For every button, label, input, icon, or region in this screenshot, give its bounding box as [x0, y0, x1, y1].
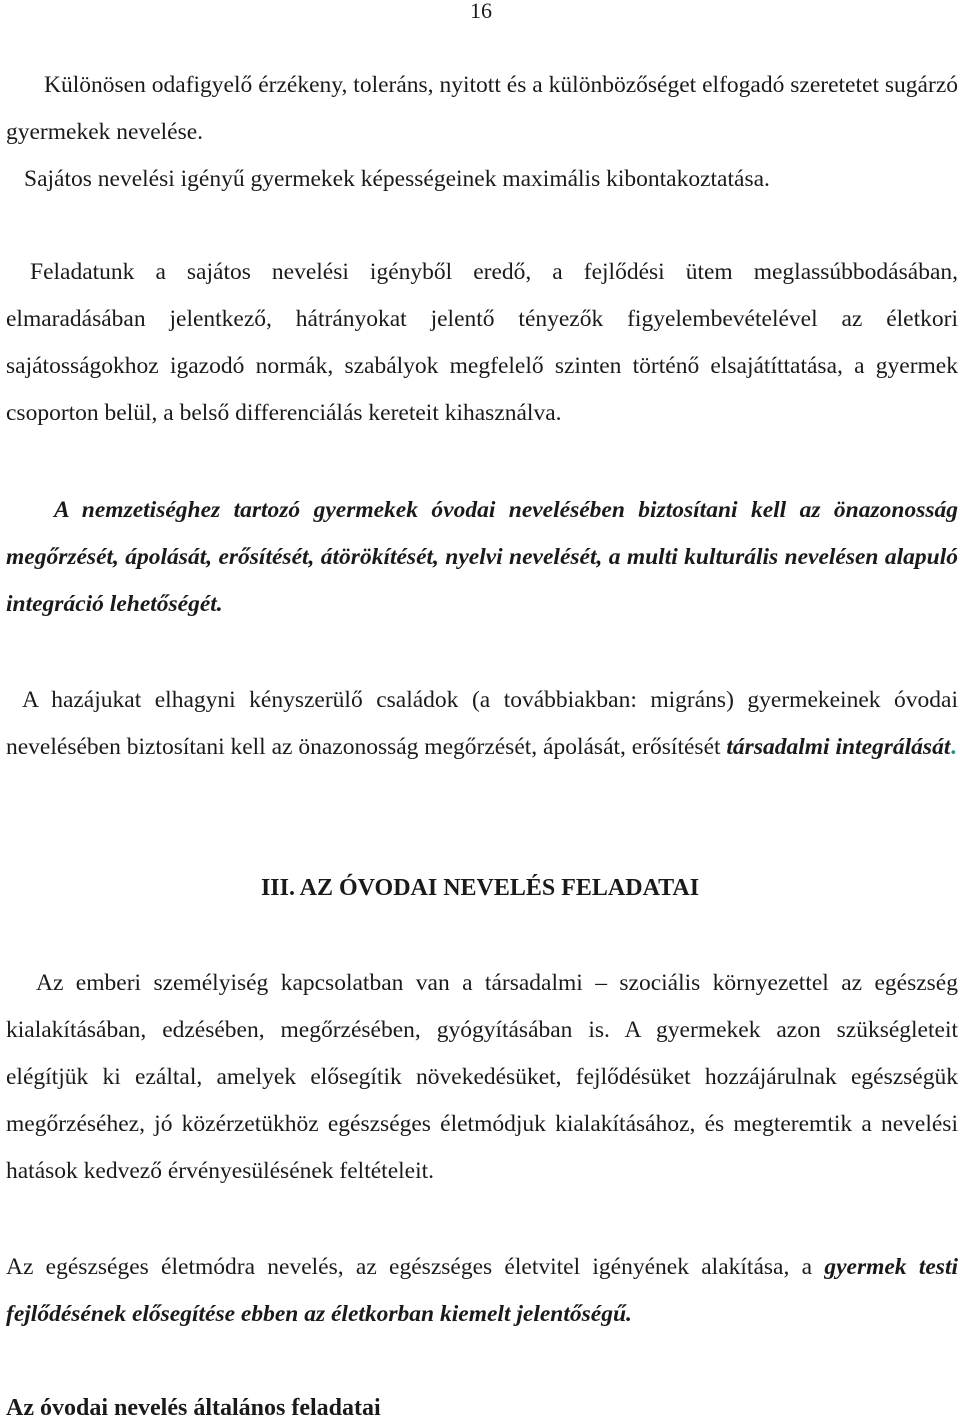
paragraph-healthy-lifestyle-text: Az egészséges életmódra nevelés, az egészséges életvitel igényének alakítása, a: [6, 1254, 813, 1280]
paragraph-special-needs-text: Sajátos nevelési igényű gyermekek képességeinek maximális kibontakoztatása.: [24, 166, 770, 192]
paragraph-tolerance-text: Különösen odafigyelő érzékeny, toleráns, nyitott és a különbözőséget elfogadó szeretetet sugárzó gyermekek nevelése.: [6, 72, 958, 145]
paragraph-migrant-emphasis: társadalmi integrálását: [726, 734, 951, 760]
paragraph-special-needs: [6, 156, 958, 203]
paragraph-migrant-text: A hazájukat elhagyni kényszerülő családok (a továbbiakban: migráns) gyermekeinek óvodai nevelésében biztosítani kell az önazonosság megőrzését, ápolását, erősítését: [6, 687, 958, 760]
subsection-heading: Az óvodai nevelés általános feladatai: [6, 1395, 381, 1421]
section-heading: III. AZ ÓVODAI NEVELÉS FELADATAI: [260, 875, 700, 901]
paragraph-tasks: [6, 249, 958, 437]
paragraph-migrant-end: .: [950, 734, 957, 760]
paragraph-health: [6, 960, 958, 1195]
paragraph-healthy-lifestyle: [6, 1244, 958, 1338]
paragraph-migrant: [6, 677, 958, 771]
paragraph-tolerance: [6, 62, 958, 156]
paragraph-nationality-text: A nemzetiséghez tartozó gyermekek óvodai nevelésében biztosítani kell az önazonosság megőrzését, ápolását, erősítését, átörökítését, nyelvi nevelését, a multi kulturális nevelésen alapuló integráció lehetőségét.: [6, 497, 958, 617]
paragraph-nationality: [6, 487, 958, 628]
paragraph-tasks-text: Feladatunk a sajátos nevelési igényből eredő, a fejlődési ütem meglassúbbodásában, elmaradásában jelentkező, hátrányokat jelentő tényezők figyelembevételével az életkori sajátosságokhoz igazodó normák, szabályok megfelelő szinten történő elsajátíttatása, a gyermek csoporton belül, a belső differenciálás kereteit kihasználva.: [6, 259, 958, 426]
page-number: 16: [470, 0, 492, 23]
paragraph-health-text: Az emberi személyiség kapcsolatban van a társadalmi – szociális környezettel az egészség kialakításában, edzésében, megőrzésében, gyógyításában is. A gyermekek azon szükségleteit elégítjük ki ezáltal, amelyek elősegítik növekedésüket, fejlődésüket hozzájárulnak egészségük megőrzéséhez, jó közérzetükhöz egészséges életmódjuk kialakításához, és megteremtik a nevelési hatások kedvező érvényesülésének feltételeit.: [6, 970, 958, 1184]
paragraph-healthy-lifestyle-emphasis: gyermek testi fejlődésének elősegítése ebben az életkorban kiemelt jelentőségű.: [6, 1254, 959, 1327]
